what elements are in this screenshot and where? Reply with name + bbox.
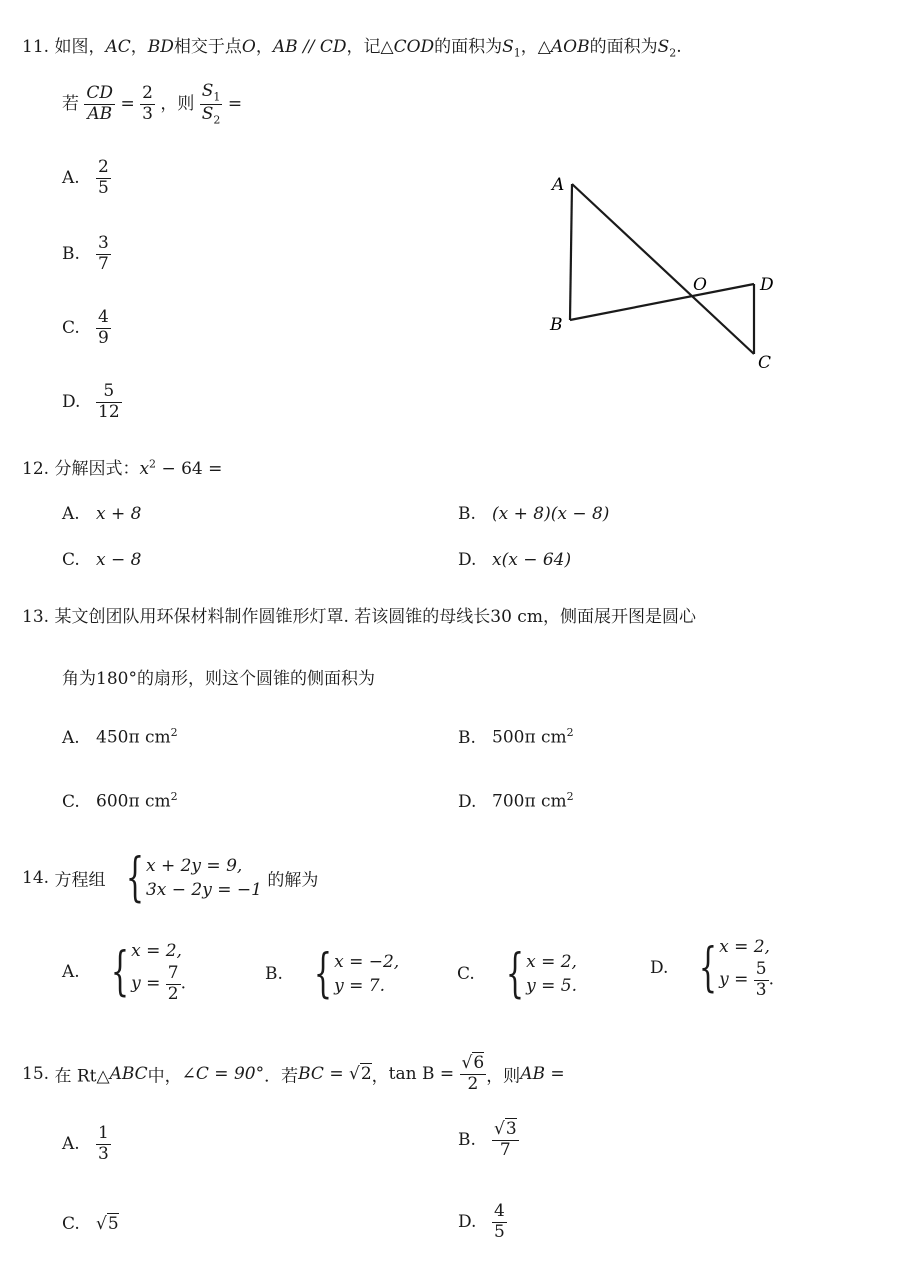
q15-stem: 15. 在 Rt△ABC中，∠C = 90°．若BC = √2，tan B = $\frac{√6}{2}$ ，则AB = <box>22 1053 565 1094</box>
left-brace-icon: { <box>505 944 525 1004</box>
s1-s2-fraction: $\frac{S_1}{S_2}$ <box>201 81 221 127</box>
two-thirds-fraction: $\frac{2}{3}$ <box>142 83 153 125</box>
left-brace-icon: { <box>313 944 333 1004</box>
q12-option-a[interactable]: A. x + 8 <box>62 504 142 524</box>
q11-option-d[interactable]: D. $\frac{5}{12}$ <box>62 381 120 422</box>
q14-stem: 14. 方程组 { x + 2y = 9, 3x − 2y = −1 的解为 <box>22 848 319 908</box>
q12-stem: 12. 分解因式：$x^2 - 64$ = <box>22 457 223 479</box>
q14-option-a[interactable]: A. { x = 2, y = $\frac{7}{2}$ . <box>62 941 186 1004</box>
q13-option-b[interactable]: B. 500π $cm^2$ <box>458 726 574 748</box>
q13-option-a[interactable]: A. 450π $cm^2$ <box>62 726 178 748</box>
q14-option-c[interactable]: C. { x = 2, y = 5. <box>457 944 577 1004</box>
q11-option-c[interactable]: C. $\frac{4}{9}$ <box>62 307 109 348</box>
q11-option-a[interactable]: A. $\frac{2}{5}$ <box>62 157 109 198</box>
label-a: A <box>552 175 565 195</box>
cd-ab-fraction: $\frac{CD}{AB}$ <box>86 83 114 125</box>
q11-stem: 11. 如图，AC，BD相交于点O，AB // CD，记△COD的面积为$S_1$，△AOB的面积为$S_2$. <box>22 37 682 60</box>
left-brace-icon: { <box>698 938 718 999</box>
segment-bd <box>570 284 754 320</box>
q15-option-a[interactable]: A. $\frac{1}{3}$ <box>62 1123 109 1164</box>
equation-system: { x + 2y = 9, 3x − 2y = −1 <box>125 848 262 908</box>
q15-option-c[interactable]: C. √5 <box>62 1214 119 1234</box>
q13-option-c[interactable]: C. 600π $cm^2$ <box>62 790 178 812</box>
segment-ac <box>572 184 754 354</box>
left-brace-icon: { <box>125 848 144 908</box>
q15-option-b[interactable]: B. $\frac{√3}{7}$ <box>458 1119 517 1160</box>
segment-ab <box>570 184 572 320</box>
q15-option-d[interactable]: D. $\frac{4}{5}$ <box>458 1201 505 1242</box>
q12-option-b[interactable]: B. (x + 8)(x − 8) <box>458 504 610 524</box>
q14-option-b[interactable]: B. { x = −2, y = 7. <box>265 944 400 1004</box>
label-c: C <box>758 353 772 373</box>
q11-condition: 若 $\frac{CD}{AB}$ = $\frac{2}{3}$ ，则 $\frac{S_1}{S_2}$ = <box>62 81 243 127</box>
q11-option-b[interactable]: B. $\frac{3}{7}$ <box>62 233 109 274</box>
label-d: D <box>760 275 774 295</box>
tan-b-fraction: $\frac{√6}{2}$ <box>461 1053 485 1094</box>
q13-option-d[interactable]: D. 700π $cm^2$ <box>458 790 574 812</box>
left-brace-icon: { <box>110 942 130 1003</box>
label-b: B <box>550 315 563 335</box>
q13-stem-line2: 角为180°的扇形，则这个圆锥的侧面积为 <box>62 669 375 689</box>
q14-option-d[interactable]: D. { x = 2, y = $\frac{5}{3}$ . <box>650 937 774 1000</box>
q12-option-d[interactable]: D. x(x − 64) <box>458 550 572 570</box>
q12-option-c[interactable]: C. x − 8 <box>62 550 142 570</box>
label-o: O <box>693 275 707 295</box>
q11-figure <box>540 170 800 380</box>
q13-stem-line1: 13. 某文创团队用环保材料制作圆锥形灯罩. 若该圆锥的母线长30 cm，侧面展开图是圆心 <box>22 607 696 627</box>
